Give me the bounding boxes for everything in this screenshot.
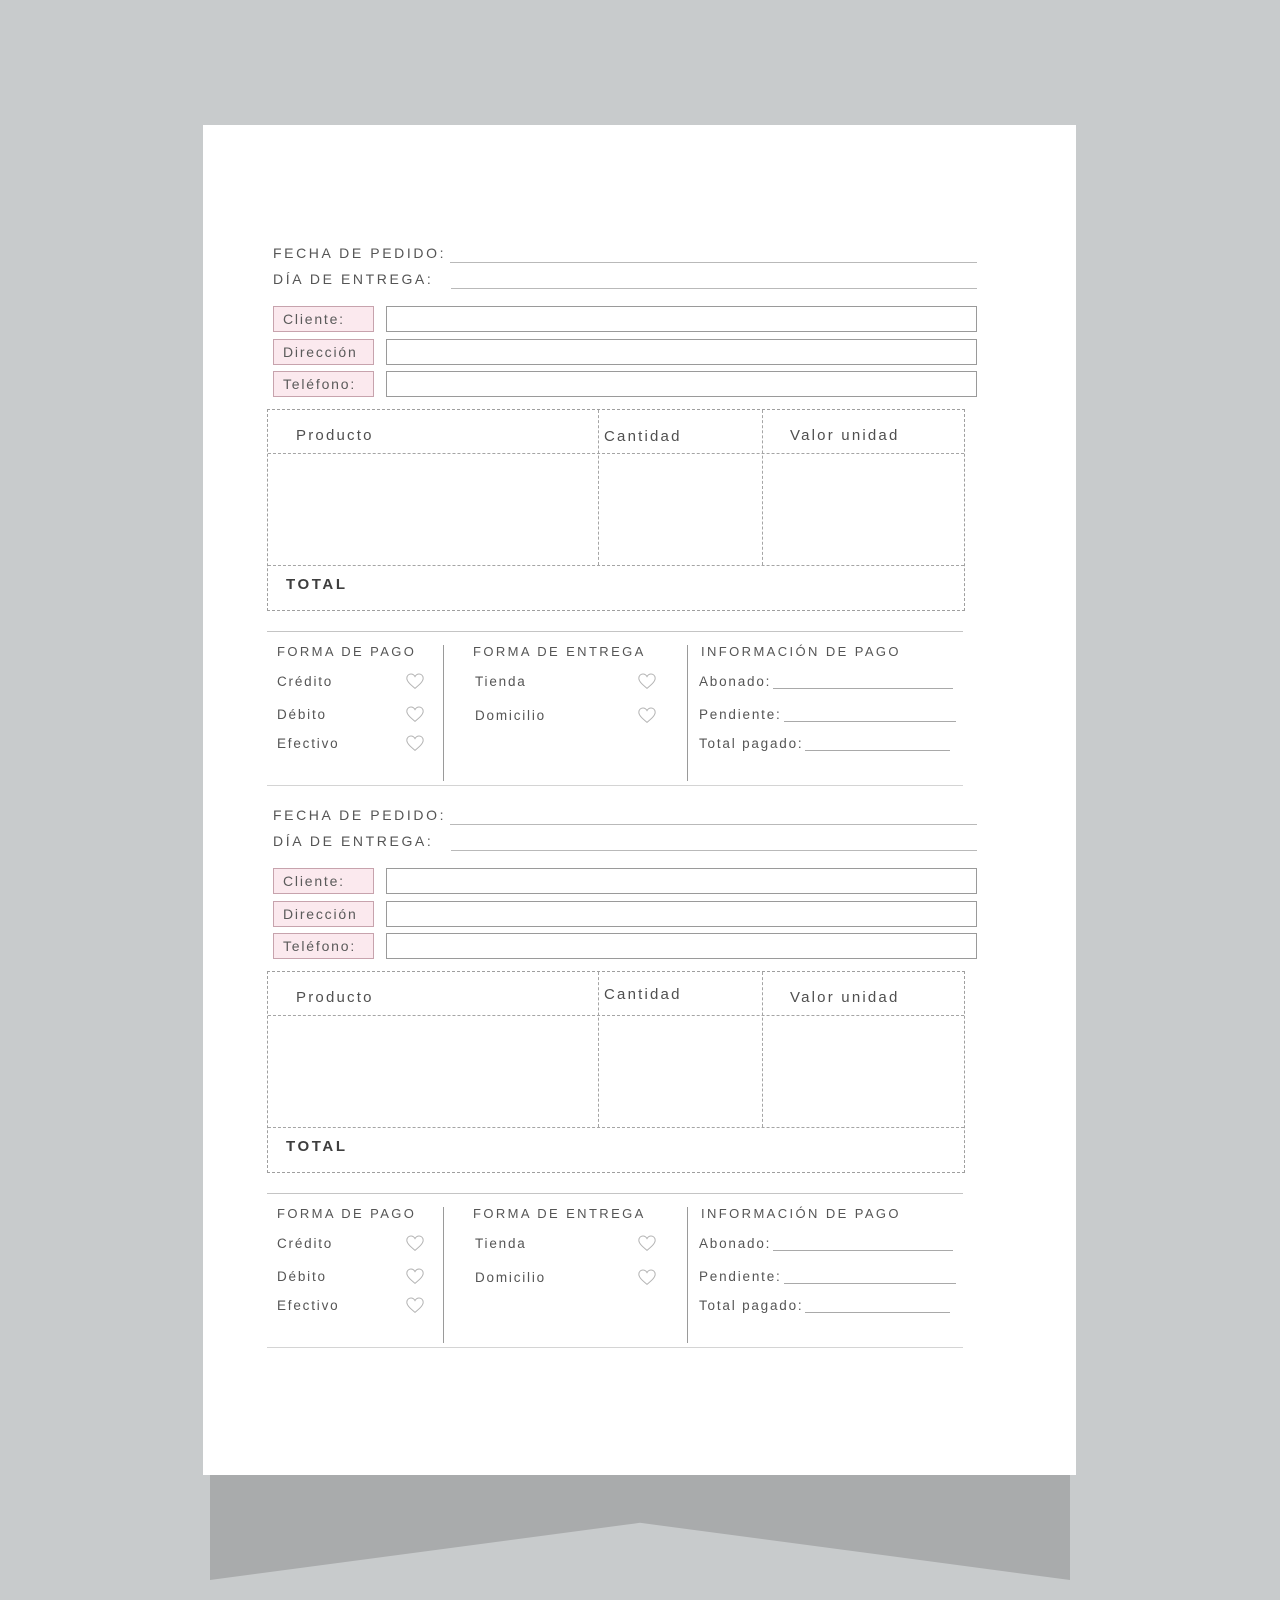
address-input[interactable]: [386, 901, 977, 927]
column-divider: [687, 645, 688, 781]
header-product: Producto: [296, 989, 374, 1006]
address-label: Dirección: [273, 901, 374, 927]
payment-method-title: FORMA DE PAGO: [277, 644, 417, 659]
client-row: [273, 868, 977, 894]
payment-info-title: INFORMACIÓN DE PAGO: [701, 644, 901, 659]
total-paid-field[interactable]: [805, 1312, 950, 1313]
payment-method-title: FORMA DE PAGO: [277, 1206, 417, 1221]
total-paid-field[interactable]: [805, 750, 950, 751]
option-debit-label: Débito: [277, 707, 327, 722]
order-date-label: FECHA DE PEDIDO:: [273, 807, 447, 823]
paid-row: [699, 674, 953, 689]
phone-label: Teléfono:: [273, 371, 374, 397]
heart-outline-icon[interactable]: [405, 705, 425, 723]
heart-outline-icon[interactable]: [405, 734, 425, 752]
phone-row: [273, 933, 977, 959]
address-row: [273, 339, 977, 365]
order-sheet: [203, 125, 1076, 1475]
heart-outline-icon[interactable]: [405, 1296, 425, 1314]
address-row: [273, 901, 977, 927]
heart-outline-icon[interactable]: [637, 672, 657, 690]
sheet-shadow: [210, 1470, 1070, 1580]
table-divider: [762, 972, 763, 1127]
option-store[interactable]: [475, 1236, 665, 1251]
header-quantity: Cantidad: [604, 986, 682, 1003]
option-home[interactable]: [475, 1270, 665, 1285]
table-divider: [268, 1127, 964, 1128]
option-cash[interactable]: [277, 736, 437, 751]
option-home[interactable]: [475, 708, 665, 723]
option-cash-label: Efectivo: [277, 1298, 340, 1313]
pending-row: [699, 1269, 956, 1284]
heart-outline-icon[interactable]: [637, 706, 657, 724]
total-paid-label: Total pagado:: [699, 736, 804, 751]
option-credit[interactable]: [277, 1236, 437, 1251]
pending-label: Pendiente:: [699, 1269, 782, 1284]
order-date-label: FECHA DE PEDIDO:: [273, 245, 447, 261]
heart-outline-icon[interactable]: [405, 672, 425, 690]
option-credit[interactable]: [277, 674, 437, 689]
client-label: Cliente:: [273, 868, 374, 894]
option-credit-label: Crédito: [277, 674, 334, 689]
total-paid-row: [699, 1298, 950, 1313]
paid-row: [699, 1236, 953, 1251]
paid-field[interactable]: [773, 1250, 953, 1251]
column-divider: [443, 645, 444, 781]
client-input[interactable]: [386, 868, 977, 894]
client-info: [273, 306, 977, 397]
option-store-label: Tienda: [475, 674, 527, 689]
client-row: [273, 306, 977, 332]
table-divider: [268, 453, 964, 454]
delivery-day-row: [273, 825, 977, 851]
order-date-field[interactable]: [450, 262, 977, 263]
table-divider: [598, 410, 599, 565]
payment-section: [267, 1193, 963, 1348]
pending-row: [699, 707, 956, 722]
option-debit[interactable]: [277, 707, 437, 722]
option-debit-label: Débito: [277, 1269, 327, 1284]
header-quantity: Cantidad: [604, 428, 682, 445]
option-store[interactable]: [475, 674, 665, 689]
paid-field[interactable]: [773, 688, 953, 689]
column-divider: [687, 1207, 688, 1343]
client-label: Cliente:: [273, 306, 374, 332]
option-home-label: Domicilio: [475, 708, 546, 723]
delivery-method-title: FORMA DE ENTREGA: [473, 644, 646, 659]
payment-info-title: INFORMACIÓN DE PAGO: [701, 1206, 901, 1221]
header-unit-value: Valor unidad: [790, 989, 900, 1006]
paid-label: Abonado:: [699, 674, 772, 689]
heart-outline-icon[interactable]: [405, 1267, 425, 1285]
delivery-day-label: DÍA DE ENTREGA:: [273, 833, 434, 849]
product-table: [267, 409, 965, 611]
phone-input[interactable]: [386, 933, 977, 959]
delivery-day-label: DÍA DE ENTREGA:: [273, 271, 434, 287]
heart-outline-icon[interactable]: [637, 1234, 657, 1252]
payment-section: [267, 631, 963, 786]
address-label: Dirección: [273, 339, 374, 365]
table-divider: [598, 972, 599, 1127]
option-cash[interactable]: [277, 1298, 437, 1313]
phone-input[interactable]: [386, 371, 977, 397]
order-date-row: [273, 237, 977, 263]
pending-label: Pendiente:: [699, 707, 782, 722]
table-divider: [762, 410, 763, 565]
header-unit-value: Valor unidad: [790, 427, 900, 444]
paid-label: Abonado:: [699, 1236, 772, 1251]
order-form-1: [273, 237, 977, 786]
client-input[interactable]: [386, 306, 977, 332]
phone-row: [273, 371, 977, 397]
phone-label: Teléfono:: [273, 933, 374, 959]
client-info: [273, 868, 977, 959]
heart-outline-icon[interactable]: [405, 1234, 425, 1252]
header-product: Producto: [296, 427, 374, 444]
table-divider: [268, 1015, 964, 1016]
order-form-2: [273, 799, 977, 1348]
pending-field[interactable]: [784, 721, 956, 722]
delivery-day-field[interactable]: [451, 288, 977, 289]
option-debit[interactable]: [277, 1269, 437, 1284]
delivery-day-field[interactable]: [451, 850, 977, 851]
pending-field[interactable]: [784, 1283, 956, 1284]
address-input[interactable]: [386, 339, 977, 365]
option-credit-label: Crédito: [277, 1236, 334, 1251]
option-home-label: Domicilio: [475, 1270, 546, 1285]
delivery-day-row: [273, 263, 977, 289]
order-date-row: [273, 799, 977, 825]
total-paid-label: Total pagado:: [699, 1298, 804, 1313]
product-table: [267, 971, 965, 1173]
heart-outline-icon[interactable]: [637, 1268, 657, 1286]
option-cash-label: Efectivo: [277, 736, 340, 751]
total-label: TOTAL: [286, 1138, 348, 1155]
column-divider: [443, 1207, 444, 1343]
option-store-label: Tienda: [475, 1236, 527, 1251]
delivery-method-title: FORMA DE ENTREGA: [473, 1206, 646, 1221]
table-divider: [268, 565, 964, 566]
total-label: TOTAL: [286, 576, 348, 593]
order-date-field[interactable]: [450, 824, 977, 825]
total-paid-row: [699, 736, 950, 751]
